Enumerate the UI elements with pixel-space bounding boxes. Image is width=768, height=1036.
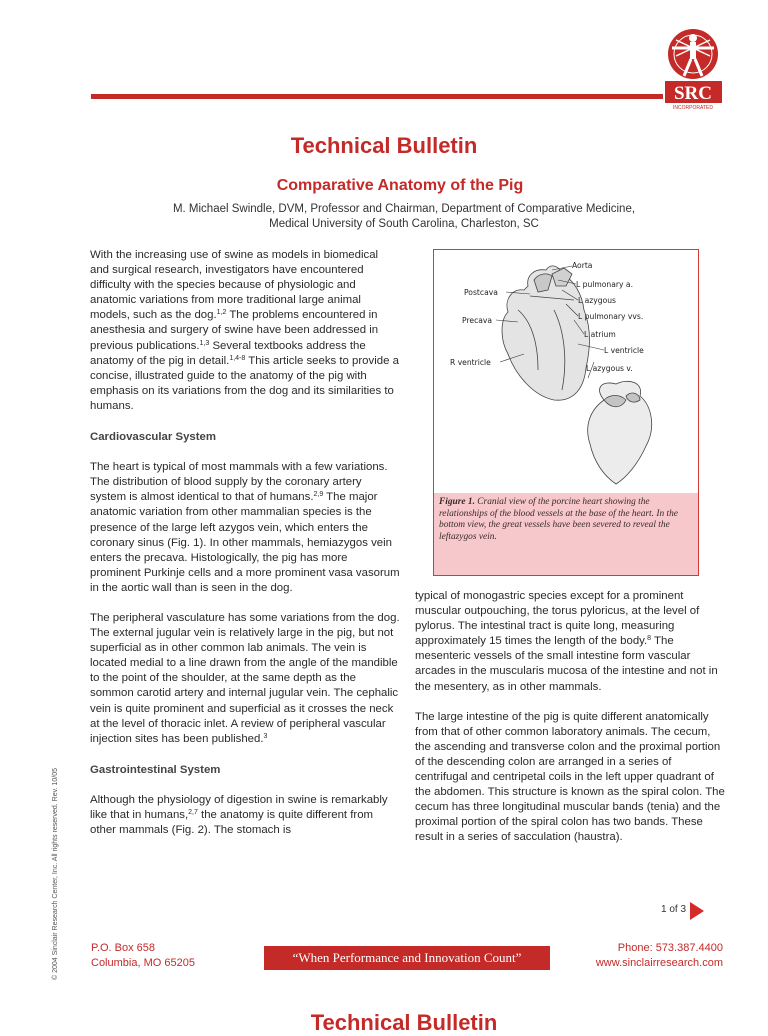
address-line-2: Columbia, MO 65205 bbox=[91, 957, 195, 969]
heart-bottom-view bbox=[588, 381, 652, 484]
left-column bbox=[90, 248, 400, 838]
logo-text: SRC bbox=[673, 83, 713, 104]
figure-caption bbox=[434, 493, 698, 575]
copyright-notice: © 2004 Sinclair Research Center, Inc. All rights reserved. Rev. 10/05 bbox=[52, 767, 59, 980]
address-line-1: P.O. Box 658 bbox=[91, 942, 156, 954]
logo-subtext: INCORPORATED bbox=[673, 105, 713, 110]
caption-text: Cranial view of the porcine heart showing the relationships of the blood vessels at the base of the heart. In the bottom view, the great vessels have been severed to reveal the leftazygos vein. bbox=[439, 497, 678, 542]
label-l-ventricle: L ventricle bbox=[604, 346, 644, 355]
label-pulmonary-vvs: L pulmonary vvs. bbox=[578, 312, 644, 321]
author-line-2: Medical University of South Carolina, Charleston, SC bbox=[269, 218, 539, 230]
phone-number: Phone: 573.387.4400 bbox=[617, 942, 723, 954]
src-logo bbox=[662, 24, 724, 110]
article-title: Comparative Anatomy of the Pig bbox=[276, 177, 524, 194]
next-page-title: Technical Bulletin bbox=[310, 1010, 498, 1035]
peripheral-paragraph: The peripheral vasculature has some variations from the dog. The external jugular vein is relatively large in the pig, but not superficial as in other common lab animals. The vein is located medial to a line drawn from the angle of the mandible to the point of the shoulder, at the same depth as the sommon carotid artery and internal jugular vein. The cephalic vein is quite prominent and superficial as it crosses the neck at the level of thoracic inlet. A review of peripheral vascular injection sites has been published.$^3$ bbox=[90, 611, 400, 745]
author-info bbox=[0, 202, 768, 232]
contact-info bbox=[560, 941, 723, 971]
caption-label: Figure 1. bbox=[439, 497, 475, 507]
label-pulmonary-a: L pulmonary a. bbox=[576, 280, 633, 289]
cardio-paragraph: The heart is typical of most mammals with a few variations. The distribution of blood supply by the coronary artery system is almost identical to that of humans.$^{2,9}$ The major anatomic variation from other mammalian species is the presence of the large left azygos vein, which enters the coronary sinus (Fig. 1). In other mammals, hemiazygos vein enters the precava. Histologically, the pig has more prominent Purkinje cells and a more prominent vasa vasorum in the aortic wall than is seen in the dog. bbox=[90, 461, 400, 594]
mailing-address bbox=[91, 941, 195, 971]
heart-illustration bbox=[434, 250, 698, 494]
label-precava: Precava bbox=[462, 316, 493, 325]
right-column bbox=[415, 589, 725, 846]
page-number: 1 of 3 bbox=[661, 904, 687, 915]
heading-cardiovascular: Cardiovascular System bbox=[90, 431, 216, 444]
large-intestine-paragraph: The large intestine of the pig is quite different anatomically from that of other common laboratory animals. The cecum, the ascending and transverse colon and the proximal portion of the descending colon are arranged in a series of centrifugal and centripetal coils in the left upper quadrant of the abdomen. This structure is known as the spiral colon. The cecum has three longitudinal muscular bands (tenia) and the proximal portion of the spiral colon has two bands. These result in a series of sacculation (haustra). bbox=[415, 710, 725, 844]
label-azygous: L azygous bbox=[578, 296, 617, 305]
website-link[interactable]: www.sinclairresearch.com bbox=[595, 957, 723, 969]
stomach-paragraph: typical of monogastric species except for a prominent muscular outpouching, the torus pyloricus, at the level of pylorus. The intestinal tract is quite long, measuring approximately 15 times the length of the body.$^8$ The mesenteric vessels of the small intestine form vascular arcades in the muscularis mucosa of the intestine and not in the mesentery, as in other mammals. bbox=[415, 590, 718, 693]
label-azygous-v: L azygous v. bbox=[586, 364, 633, 373]
intro-paragraph: With the increasing use of swine as models in biomedical and surgical research, investigators have encountered difficulty with the species because of physiologic and anatomic variations from more traditional large animal models, such as the dog.$^{1,2}$ The problems encountered in anesthesia and surgery of swine have been addressed in previous publications.$^{1,3}$ Several textbooks address the anatomy of the pig in detail.$^{1,4-8}$ This article seeks to provide a concise, illustrated guide to the anatomy of the pig with emphasis on its variations from the dog and its similarities to humans. bbox=[90, 249, 399, 412]
label-postcava: Postcava bbox=[464, 288, 498, 297]
header-rule bbox=[91, 94, 663, 99]
label-atrium: L atrium bbox=[584, 330, 616, 339]
next-page-arrow-icon[interactable] bbox=[690, 902, 704, 920]
bulletin-title: Technical Bulletin bbox=[290, 133, 478, 158]
label-aorta: Aorta bbox=[572, 261, 593, 270]
gi-paragraph: Although the physiology of digestion in swine is remarkably like that in humans,$^{2,7}$ the anatomy is quite different from other mammals (Fig. 2). The stomach is bbox=[90, 793, 388, 837]
heading-gastrointestinal: Gastrointestinal System bbox=[90, 763, 221, 776]
label-r-ventricle: R ventricle bbox=[450, 358, 491, 367]
tagline-banner: “When Performance and Innovation Count” bbox=[264, 946, 550, 970]
author-line-1: M. Michael Swindle, DVM, Professor and Chairman, Department of Comparative Medicine, bbox=[172, 203, 636, 215]
